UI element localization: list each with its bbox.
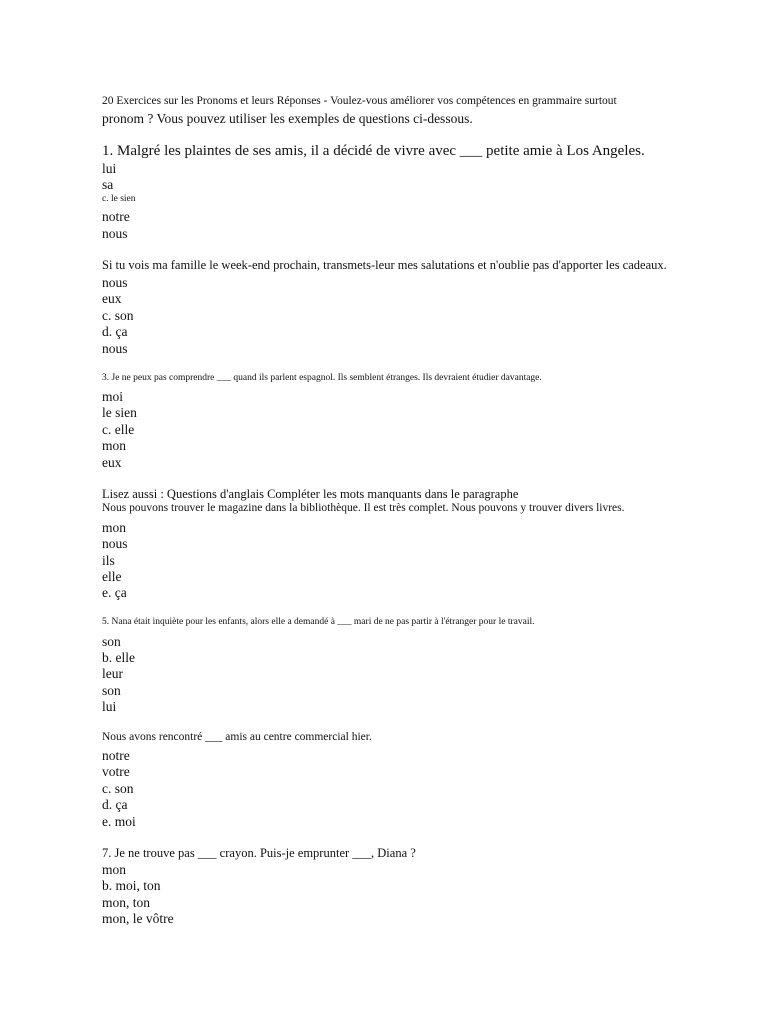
question-6-option: c. son	[102, 781, 134, 796]
question-4-prompt: Nous pouvons trouver le magazine dans la bibliothèque. Il est très complet. Nous pouvons y trouver divers livres.	[102, 502, 625, 514]
read-also-line: Lisez aussi : Questions d'anglais Compléter les mots manquants dans le paragraphe	[102, 487, 519, 501]
question-5-option: lui	[102, 699, 117, 714]
question-6-option: notre	[102, 748, 130, 763]
question-4-option: ils	[102, 553, 115, 568]
question-5-option: leur	[102, 666, 123, 681]
question-2-option: nous	[102, 341, 128, 356]
question-3-option: c. elle	[102, 422, 135, 437]
question-7-option: mon	[102, 862, 127, 877]
question-3-option: le sien	[102, 405, 137, 420]
question-6-option: e. moi	[102, 814, 136, 829]
question-3-option: mon	[102, 438, 127, 453]
question-7-option: mon, ton	[102, 895, 151, 910]
question-6-option: d. ça	[102, 797, 128, 812]
question-7-option: b. moi, ton	[102, 878, 161, 893]
intro-line-1: 20 Exercices sur les Pronoms et leurs Réponses - Voulez-vous améliorer vos compétences en grammaire surtout	[102, 95, 617, 107]
question-1-option: notre	[102, 209, 130, 224]
question-6-prompt: Nous avons rencontré ___ amis au centre commercial hier.	[102, 731, 372, 743]
question-1-option: lui	[102, 161, 117, 176]
question-1-prompt: 1. Malgré les plaintes de ses amis, il a décidé de vivre avec ___ petite amie à Los Angeles.	[102, 143, 645, 159]
question-2-option: d. ça	[102, 324, 128, 339]
question-2-option: eux	[102, 291, 122, 306]
question-7-prompt: 7. Je ne trouve pas ___ crayon. Puis-je emprunter ___, Diana ?	[102, 846, 416, 860]
question-5-option: b. elle	[102, 650, 135, 665]
question-4-option: mon	[102, 520, 127, 535]
intro-line-2: pronom ? Vous pouvez utiliser les exemples de questions ci-dessous.	[102, 111, 473, 126]
question-5-prompt: 5. Nana était inquiète pour les enfants, alors elle a demandé à ___ mari de ne pas partir à l'étranger pour le travail.	[102, 617, 535, 627]
question-3-option: eux	[102, 455, 122, 470]
question-4-option: e. ça	[102, 585, 127, 600]
question-2-option: nous	[102, 275, 128, 290]
question-3-prompt: 3. Je ne peux pas comprendre ___ quand ils parlent espagnol. Ils semblent étranges. Ils devraient étudier davantage.	[102, 373, 542, 383]
question-2-option: c. son	[102, 308, 134, 323]
question-3-option: moi	[102, 389, 124, 404]
question-1-option: nous	[102, 226, 128, 241]
question-5-option: son	[102, 683, 121, 698]
question-7-option: mon, le vôtre	[102, 911, 174, 926]
question-4-option: elle	[102, 569, 122, 584]
question-4-option: nous	[102, 536, 128, 551]
question-6-option: votre	[102, 764, 130, 779]
question-1-option: sa	[102, 177, 114, 192]
question-5-option: son	[102, 634, 121, 649]
question-1-option: c. le sien	[102, 194, 136, 204]
question-2-prompt: Si tu vois ma famille le week-end prochain, transmets-leur mes salutations et n'oublie pas d'apporter les cadeaux.	[102, 258, 667, 272]
